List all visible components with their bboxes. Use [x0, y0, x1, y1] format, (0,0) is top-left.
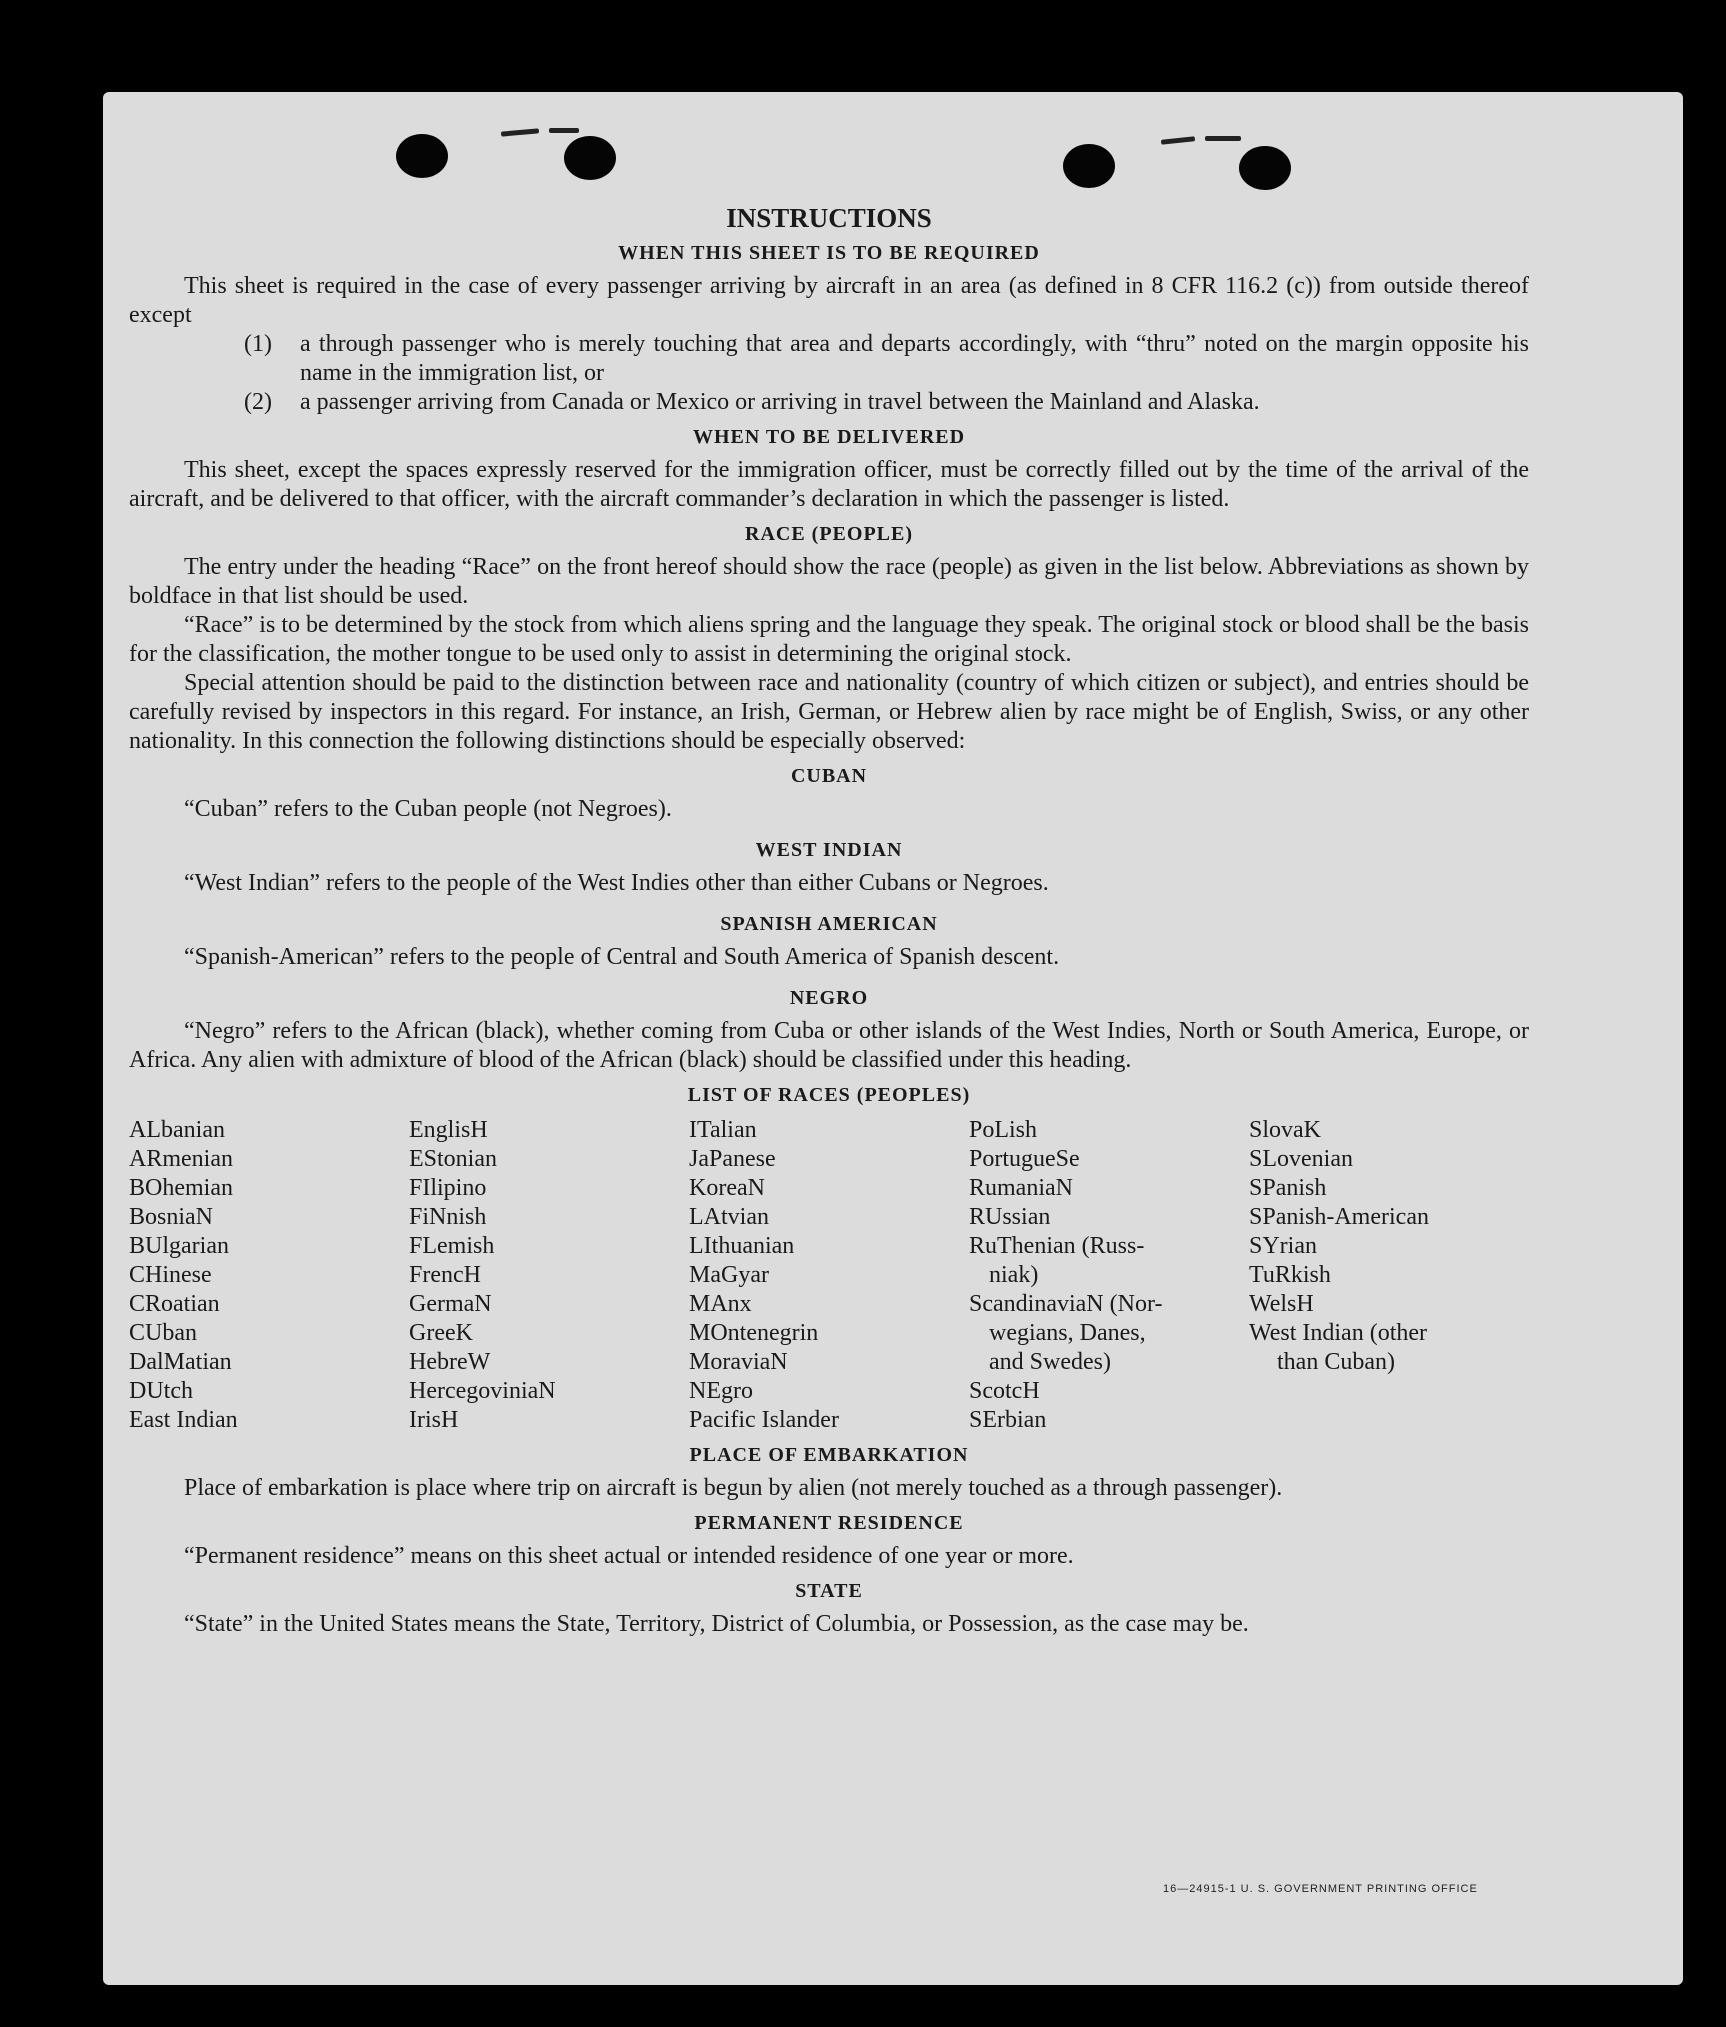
document-sheet [103, 92, 1683, 1985]
race-entry: RuThenian (Russ- [969, 1233, 1145, 1259]
race-entry: WelsH [1249, 1291, 1314, 1317]
race-entry: FIlipino [409, 1175, 487, 1201]
item-number: (1) [244, 331, 272, 357]
section-heading-spanish-american: SPANISH AMERICAN [720, 913, 938, 935]
race-entry: PortugueSe [969, 1146, 1080, 1172]
punch-hole [1239, 146, 1291, 190]
race-entry: LAtvian [689, 1204, 769, 1230]
race-entry: West Indian (other [1249, 1320, 1428, 1346]
race-entry: East Indian [129, 1407, 238, 1433]
item-number: (2) [244, 389, 272, 415]
race-paragraph-3: Special attention should be paid to the distinction between race and nationality (country of which citizen or subject), and entries should be carefully revised by inspectors in this regard. For instance, an Irish, German, or Hebrew alien by race might be of English, Swiss, or any other nationality. In this connection the following distinctions should be especially observed: [129, 670, 1529, 754]
race-entry: CUban [129, 1320, 197, 1346]
exception-item [129, 330, 1529, 388]
race-entry: GreeK [409, 1320, 473, 1346]
race-entry: ITalian [689, 1117, 757, 1143]
race-entry: LIthuanian [689, 1233, 795, 1259]
residence-text: “Permanent residence” means on this sheet actual or intended residence of one year or more. [184, 1543, 1074, 1569]
pencil-mark [501, 128, 539, 136]
printer-imprint: 16—24915-1 U. S. GOVERNMENT PRINTING OFFICE [1163, 1883, 1478, 1895]
exception-item [129, 388, 1529, 417]
races-column [969, 1116, 1249, 1435]
section-heading-residence: PERMANENT RESIDENCE [694, 1512, 964, 1534]
required-intro: This sheet is required in the case of every passenger arriving by aircraft in an area (as defined in 8 CFR 116.2 (c)) from outside thereof except [129, 273, 1529, 328]
race-entry: DalMatian [129, 1349, 232, 1375]
race-entry: ALbanian [129, 1117, 225, 1143]
race-entry: SlovaK [1249, 1117, 1321, 1143]
race-entry: RumaniaN [969, 1175, 1073, 1201]
pencil-mark [1205, 136, 1241, 141]
section-heading-race: RACE (PEOPLE) [745, 523, 913, 545]
races-column [689, 1116, 969, 1435]
race-entry: DUtch [129, 1378, 193, 1404]
state-text: “State” in the United States means the State, Territory, District of Columbia, or Possession, as the case may be. [184, 1611, 1249, 1637]
embarkation-text: Place of embarkation is place where trip on aircraft is begun by alien (not merely touched as a through passenger). [184, 1475, 1283, 1501]
race-entry: MOntenegrin [689, 1320, 819, 1346]
race-entry: MAnx [689, 1291, 752, 1317]
instructions-content [129, 204, 1529, 1639]
race-entry: FiNnish [409, 1204, 487, 1230]
punch-hole [1063, 144, 1115, 188]
race-entry: GermaN [409, 1291, 492, 1317]
race-entry: niak) [989, 1262, 1039, 1288]
race-entry: EnglisH [409, 1117, 488, 1143]
race-entry: KoreaN [689, 1175, 765, 1201]
race-entry: and Swedes) [989, 1349, 1111, 1375]
race-entry: EStonian [409, 1146, 497, 1172]
race-entry: FLemish [409, 1233, 495, 1259]
race-entry: SErbian [969, 1407, 1047, 1433]
item-text: a passenger arriving from Canada or Mexico or arriving in travel between the Mainland and Alaska. [300, 389, 1260, 415]
section-heading-races-list: LIST OF RACES (PEOPLES) [687, 1084, 971, 1106]
race-entry: ScandinaviaN (Nor- [969, 1291, 1163, 1317]
race-paragraph-1: The entry under the heading “Race” on the front hereof should show the race (people) as given in the list below. Abbreviations as shown by boldface in that list should be used. [129, 554, 1529, 609]
races-column [409, 1116, 689, 1435]
race-entry: NEgro [689, 1378, 753, 1404]
pencil-mark [1161, 136, 1195, 145]
delivered-text: This sheet, except the spaces expressly reserved for the immigration officer, must be correctly filled out by the time of the arrival of the aircraft, and be delivered to that officer, with the aircraft commander’s declaration in which the passenger is listed. [129, 457, 1529, 512]
race-entry: HercegoviniaN [409, 1378, 556, 1404]
race-entry: SPanish [1249, 1175, 1327, 1201]
race-entry: BOhemian [129, 1175, 233, 1201]
section-heading-west-indian: WEST INDIAN [755, 839, 903, 861]
races-list [129, 1116, 1529, 1435]
section-heading-negro: NEGRO [789, 987, 869, 1009]
section-heading-required: WHEN THIS SHEET IS TO BE REQUIRED [618, 242, 1040, 264]
race-entry: ScotcH [969, 1378, 1040, 1404]
race-entry: HebreW [409, 1349, 491, 1375]
race-entry: IrisH [409, 1407, 459, 1433]
race-entry: wegians, Danes, [989, 1320, 1146, 1346]
races-column [1249, 1116, 1529, 1435]
spanish-american-text: “Spanish-American” refers to the people of Central and South America of Spanish descent. [184, 944, 1060, 970]
race-entry: CHinese [129, 1262, 212, 1288]
negro-text: “Negro” refers to the African (black), whether coming from Cuba or other islands of the West Indies, North or South America, Europe, or Africa. Any alien with admixture of blood of the African (black) should be classified under this heading. [129, 1018, 1529, 1073]
section-heading-embarkation: PLACE OF EMBARKATION [689, 1444, 969, 1466]
race-entry: BosniaN [129, 1204, 213, 1230]
west-indian-text: “West Indian” refers to the people of the West Indies other than either Cubans or Negroes. [184, 870, 1049, 896]
punch-hole [564, 136, 616, 180]
race-entry: MoraviaN [689, 1349, 788, 1375]
race-entry: RUssian [969, 1204, 1051, 1230]
race-entry: CRoatian [129, 1291, 220, 1317]
pencil-mark [549, 128, 579, 133]
race-entry: ARmenian [129, 1146, 233, 1172]
punch-hole [396, 134, 448, 178]
race-entry: FrencH [409, 1262, 481, 1288]
race-entry: SPanish-American [1249, 1204, 1429, 1230]
race-entry: PoLish [969, 1117, 1038, 1143]
race-entry: TuRkish [1249, 1262, 1331, 1288]
race-entry: MaGyar [689, 1262, 769, 1288]
race-entry: SYrian [1249, 1233, 1317, 1259]
section-heading-cuban: CUBAN [790, 765, 868, 787]
race-entry: SLovenian [1249, 1146, 1353, 1172]
race-entry: BUlgarian [129, 1233, 229, 1259]
races-column [129, 1116, 409, 1435]
race-entry: JaPanese [689, 1146, 776, 1172]
section-heading-state: STATE [795, 1580, 863, 1602]
section-heading-delivered: WHEN TO BE DELIVERED [692, 426, 966, 448]
race-entry: than Cuban) [1277, 1349, 1395, 1375]
race-paragraph-2: “Race” is to be determined by the stock from which aliens spring and the language they speak. The original stock or blood shall be the basis for the classification, the mother tongue to be used only to assist in determining the original stock. [129, 612, 1529, 667]
cuban-text: “Cuban” refers to the Cuban people (not Negroes). [184, 796, 672, 822]
race-entry: Pacific Islander [689, 1407, 839, 1433]
page-title: INSTRUCTIONS [726, 203, 932, 233]
item-text: a through passenger who is merely touching that area and departs accordingly, with “thru” noted on the margin opposite his name in the immigration list, or [300, 331, 1529, 386]
